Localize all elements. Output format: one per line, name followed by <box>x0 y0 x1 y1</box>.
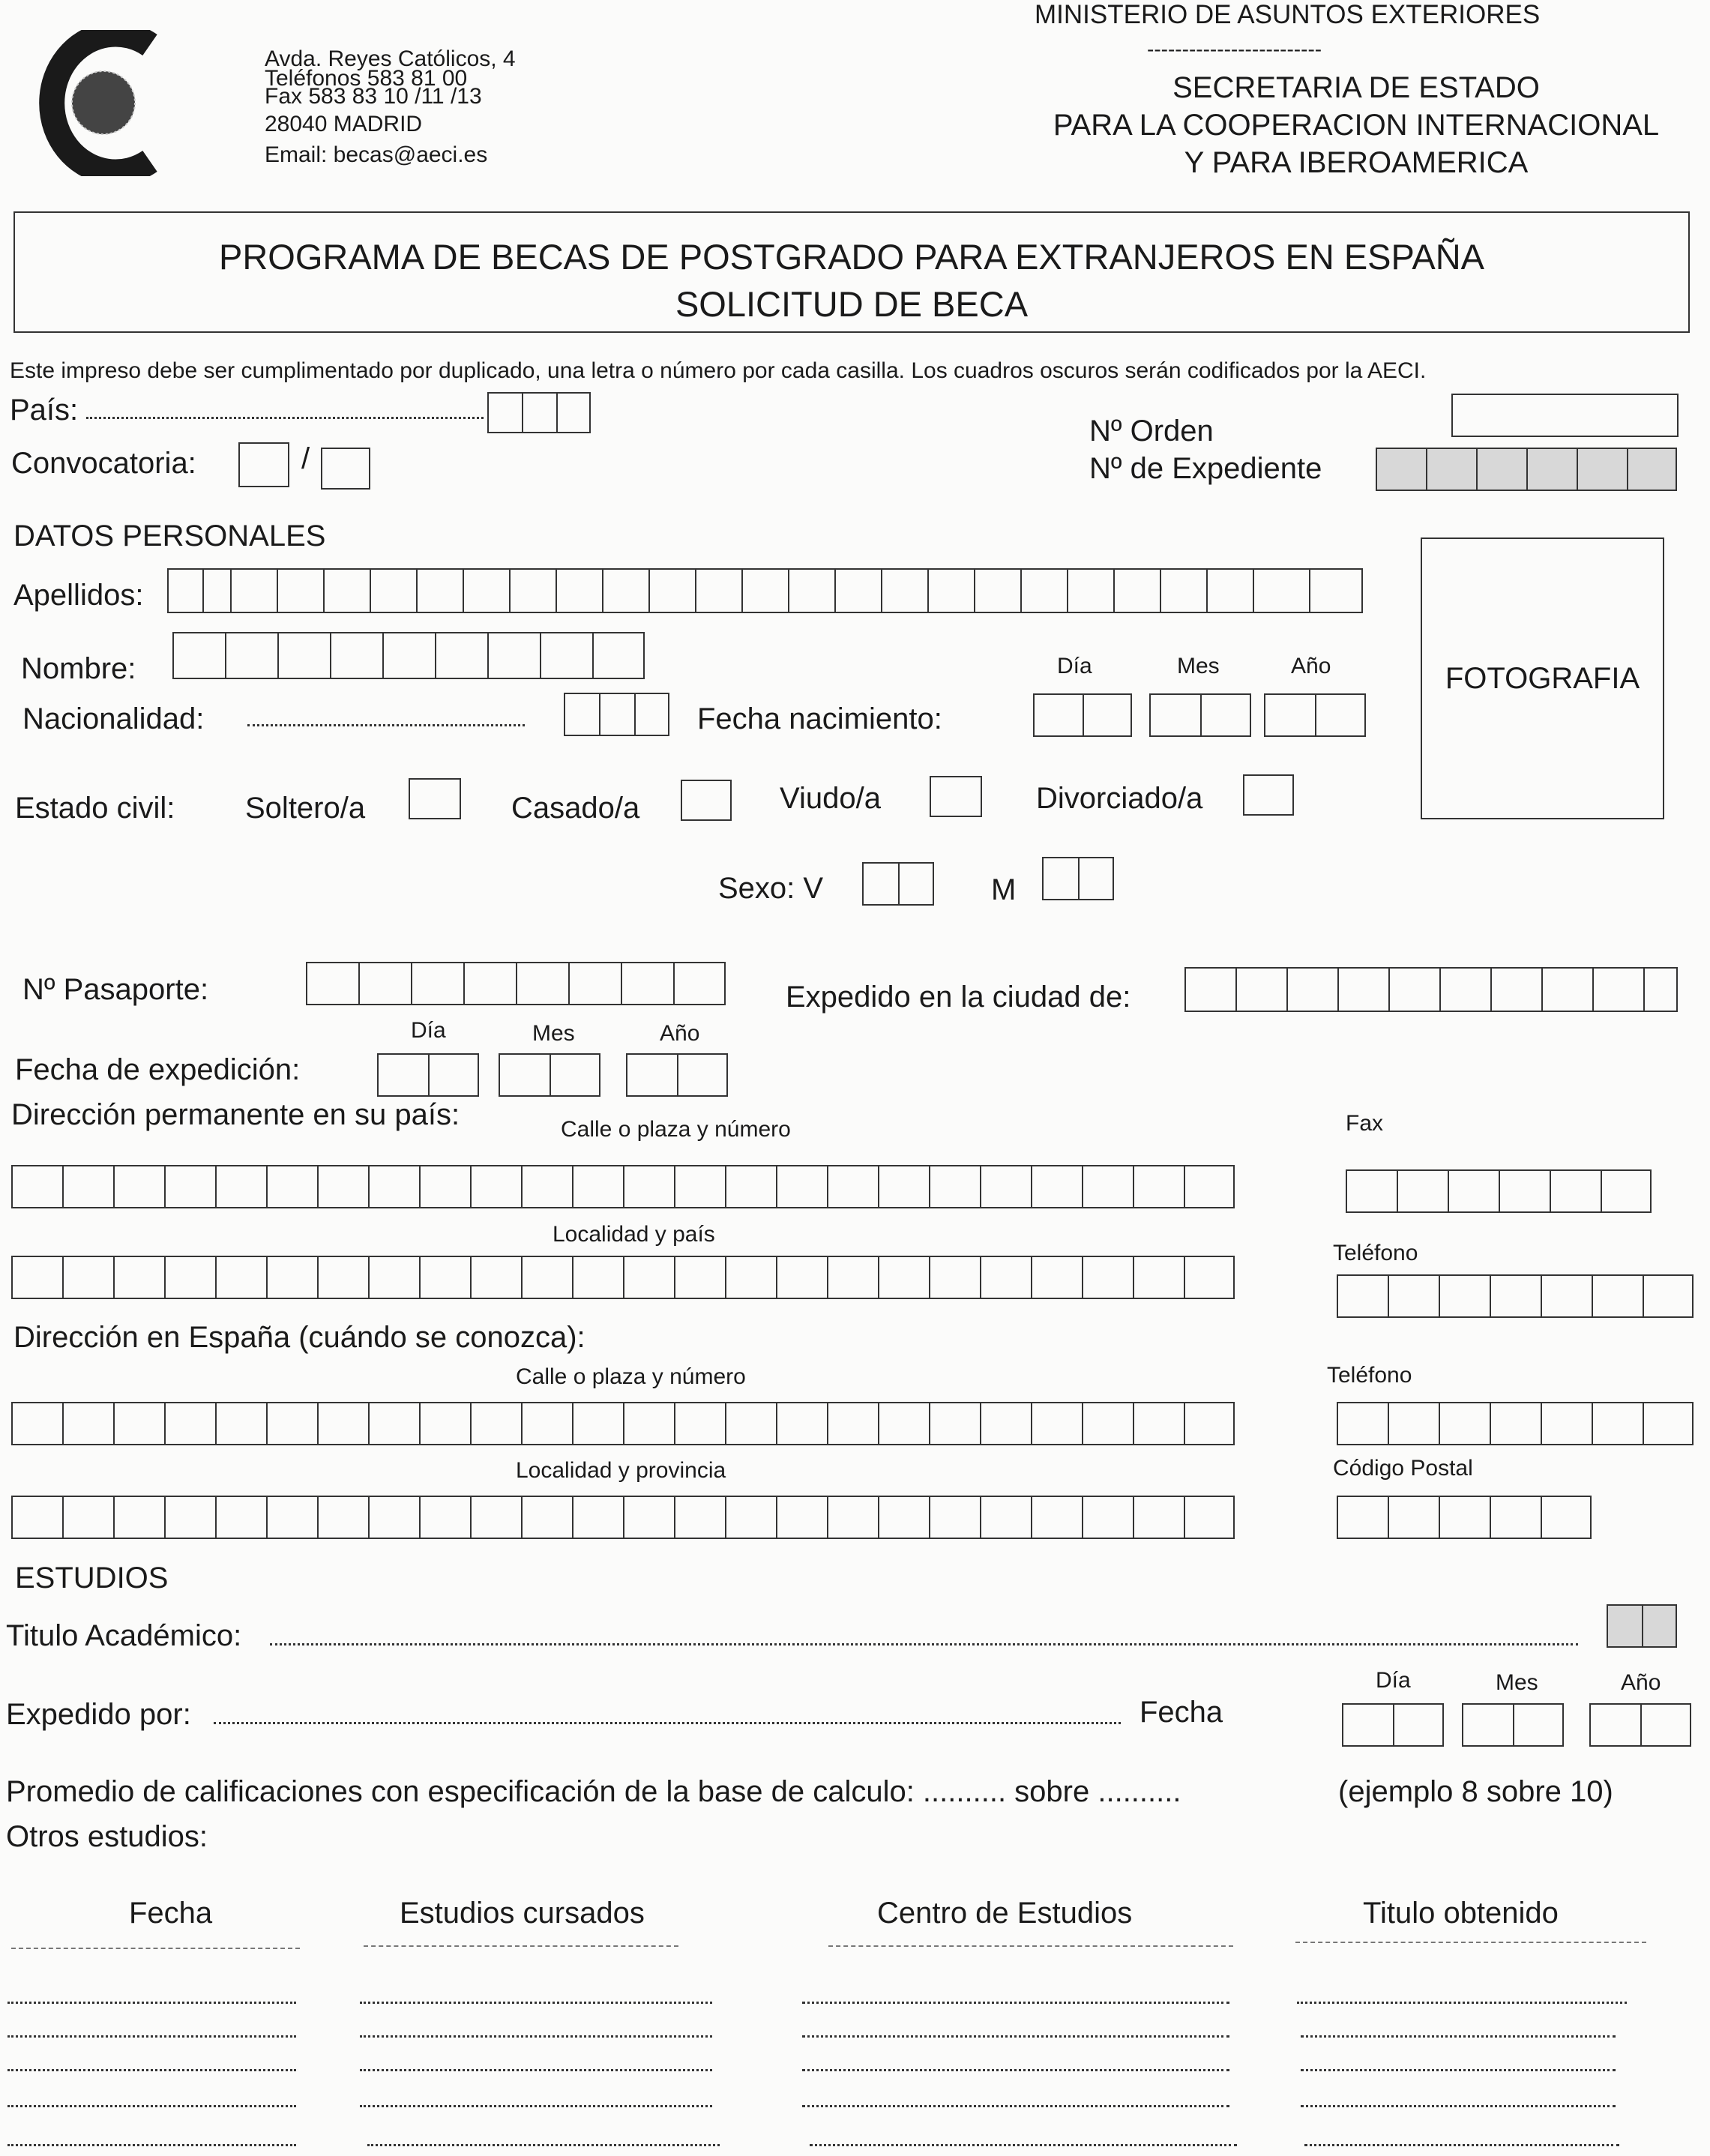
codigo-postal-boxes[interactable] <box>1337 1496 1592 1539</box>
address-block <box>265 48 516 166</box>
convocatoria-slash: / <box>301 442 310 475</box>
address-line: Avda. Reyes Católicos, 4 <box>265 46 516 71</box>
exp-ano-label: Año <box>660 1021 700 1046</box>
nombre-boxes[interactable] <box>172 632 645 679</box>
direccion-espana-label: Dirección en España (cuándo se conozca): <box>13 1321 585 1354</box>
telefono-boxes[interactable] <box>1337 1274 1694 1318</box>
calle-permanente-boxes[interactable] <box>11 1165 1235 1208</box>
expediente-label: Nº de Expediente <box>1089 452 1322 485</box>
exp-ano-boxes[interactable] <box>626 1053 728 1097</box>
apellidos-boxes[interactable] <box>167 568 1363 613</box>
localidad-espana-boxes[interactable] <box>11 1496 1235 1539</box>
titulo-code-boxes <box>1607 1604 1677 1648</box>
col-header-titulo: Titulo obtenido <box>1363 1897 1559 1930</box>
address-line: 28040 MADRID <box>265 112 423 136</box>
table-row-dotline[interactable] <box>802 2002 1229 2004</box>
sexo-v-boxes[interactable] <box>862 862 934 906</box>
address-line: Fax 583 83 10 /11 /13 <box>265 84 482 109</box>
secretaria-line: SECRETARIA DE ESTADO <box>1172 71 1540 104</box>
tit-ano-label: Año <box>1621 1670 1661 1695</box>
exp-mes-boxes[interactable] <box>499 1053 600 1097</box>
exp-dia-label: Día <box>411 1018 446 1043</box>
divorciado-checkbox[interactable] <box>1243 774 1294 816</box>
section-estudios: ESTUDIOS <box>15 1562 169 1595</box>
fecha-expedicion-label: Fecha de expedición: <box>15 1053 301 1086</box>
sexo-m-boxes[interactable] <box>1042 857 1114 900</box>
expedido-ciudad-label: Expedido en la ciudad de: <box>786 981 1131 1014</box>
fax-label: Fax <box>1346 1111 1384 1136</box>
calle-label: Calle o plaza y número <box>561 1117 791 1142</box>
pasaporte-boxes[interactable] <box>306 962 726 1005</box>
address-line: Teléfonos 583 81 00 <box>265 66 468 91</box>
nac-mes-label: Mes <box>1177 654 1220 678</box>
table-row-dotline[interactable] <box>367 2144 720 2146</box>
nombre-label: Nombre: <box>21 652 136 685</box>
aeci-logo <box>37 30 157 176</box>
col-header-centro: Centro de Estudios <box>877 1897 1133 1930</box>
calle2-label: Calle o plaza y número <box>516 1364 746 1389</box>
table-row-dotline[interactable] <box>360 2105 712 2107</box>
address-email: Email: becas@aeci.es <box>265 142 488 167</box>
codigo-postal-label: Código Postal <box>1333 1456 1473 1481</box>
telefono-label: Teléfono <box>1333 1241 1418 1265</box>
convocatoria-box-1[interactable] <box>238 442 289 487</box>
tit-dia-label: Día <box>1376 1668 1411 1693</box>
soltero-label: Soltero/a <box>245 792 366 825</box>
viudo-label: Viudo/a <box>780 782 881 815</box>
titulo-academico-dotline <box>270 1643 1578 1645</box>
col-separator <box>828 1945 1233 1947</box>
instructions-text: Este impreso debe ser cumplimentado por duplicado, una letra o número por cada casilla. Los cuadros oscuros serán codificados por la AECI. <box>10 358 1427 383</box>
nac-ano-label: Año <box>1291 654 1331 678</box>
promedio-ejemplo: (ejemplo 8 sobre 10) <box>1338 1775 1613 1808</box>
col-separator <box>1295 1942 1646 1943</box>
expedido-ciudad-boxes[interactable] <box>1184 967 1678 1012</box>
nac-ano-boxes[interactable] <box>1264 693 1366 737</box>
tit-ano-boxes[interactable] <box>1589 1703 1691 1747</box>
table-row-dotline[interactable] <box>7 2105 296 2107</box>
table-row-dotline[interactable] <box>1304 2144 1619 2146</box>
exp-dia-boxes[interactable] <box>377 1053 479 1097</box>
orden-label: Nº Orden <box>1089 415 1214 448</box>
telefono2-boxes[interactable] <box>1337 1402 1694 1445</box>
table-row-dotline[interactable] <box>1301 2105 1616 2107</box>
table-row-dotline[interactable] <box>1297 2002 1627 2004</box>
convocatoria-box-2[interactable] <box>321 448 370 490</box>
otros-estudios-label: Otros estudios: <box>6 1820 208 1853</box>
table-row-dotline[interactable] <box>810 2144 1237 2146</box>
table-row-dotline[interactable] <box>7 2069 296 2071</box>
localidad-provincia-label: Localidad y provincia <box>516 1458 726 1483</box>
table-row-dotline[interactable] <box>1301 2035 1616 2038</box>
casado-checkbox[interactable] <box>681 780 732 821</box>
table-row-dotline[interactable] <box>7 2035 296 2038</box>
form-subtitle: SOLICITUD DE BECA <box>675 284 1029 324</box>
col-separator <box>11 1948 300 1949</box>
photo-label: FOTOGRAFIA <box>1445 661 1640 695</box>
secretaria-block <box>1033 69 1679 181</box>
pais-code-boxes[interactable] <box>487 392 591 433</box>
table-row-dotline[interactable] <box>802 2069 1229 2071</box>
table-row-dotline[interactable] <box>802 2105 1229 2107</box>
nacionalidad-boxes[interactable] <box>564 693 669 736</box>
direccion-permanente-label: Dirección permanente en su país: <box>11 1098 460 1131</box>
convocatoria-label: Convocatoria: <box>11 447 196 480</box>
table-row-dotline[interactable] <box>360 2035 712 2038</box>
titulo-academico-label: Titulo Académico: <box>6 1619 242 1652</box>
tit-mes-label: Mes <box>1496 1670 1538 1695</box>
table-row-dotline[interactable] <box>802 2035 1229 2038</box>
tit-fecha-label: Fecha <box>1140 1696 1223 1729</box>
promedio-text: Promedio de calificaciones con especificación de la base de calculo: .......... sobre .......... <box>6 1775 1181 1808</box>
expediente-boxes <box>1376 448 1677 491</box>
telefono2-label: Teléfono <box>1327 1363 1412 1388</box>
localidad-pais-boxes[interactable] <box>11 1256 1235 1299</box>
pasaporte-label: Nº Pasaporte: <box>22 973 209 1006</box>
pais-dotline <box>86 417 484 419</box>
nac-dia-boxes[interactable] <box>1033 693 1132 737</box>
secretaria-line: PARA LA COOPERACION INTERNACIONAL <box>1053 109 1660 142</box>
table-row-dotline[interactable] <box>7 2144 296 2146</box>
expedido-por-dotline <box>214 1722 1121 1724</box>
casado-label: Casado/a <box>511 792 640 825</box>
divorciado-label: Divorciado/a <box>1036 782 1203 815</box>
ministry-rule: ------------------------- <box>1147 37 1322 61</box>
orden-input[interactable] <box>1451 394 1679 437</box>
col-header-estudios: Estudios cursados <box>400 1897 645 1930</box>
nacionalidad-dotline <box>247 724 525 726</box>
calle-espana-boxes[interactable] <box>11 1402 1235 1445</box>
nacionalidad-label: Nacionalidad: <box>22 702 205 735</box>
tit-dia-boxes[interactable] <box>1342 1703 1444 1747</box>
ministry-name: MINISTERIO DE ASUNTOS EXTERIORES <box>1035 0 1541 29</box>
expedido-por-label: Expedido por: <box>6 1698 191 1731</box>
apellidos-label: Apellidos: <box>13 579 144 612</box>
section-datos-personales: DATOS PERSONALES <box>13 520 326 552</box>
soltero-checkbox[interactable] <box>409 778 461 819</box>
col-separator <box>364 1945 678 1947</box>
estado-civil-label: Estado civil: <box>15 792 175 825</box>
secretaria-line: Y PARA IBEROAMERICA <box>1184 146 1529 179</box>
sexo-label: Sexo: V <box>718 872 824 905</box>
form-title: PROGRAMA DE BECAS DE POSTGRADO PARA EXTRANJEROS EN ESPAÑA <box>218 237 1485 277</box>
table-row-dotline[interactable] <box>360 2002 712 2004</box>
photo-box <box>1421 538 1664 819</box>
fax-boxes[interactable] <box>1346 1169 1652 1213</box>
viudo-checkbox[interactable] <box>930 776 982 817</box>
table-row-dotline[interactable] <box>1301 2069 1616 2071</box>
tit-mes-boxes[interactable] <box>1462 1703 1564 1747</box>
table-row-dotline[interactable] <box>7 2002 296 2004</box>
table-row-dotline[interactable] <box>360 2069 712 2071</box>
exp-mes-label: Mes <box>532 1021 575 1046</box>
pais-label: País: <box>10 394 79 427</box>
localidad-pais-label: Localidad y país <box>553 1222 715 1247</box>
fecha-nacimiento-label: Fecha nacimiento: <box>697 702 942 735</box>
nac-dia-label: Día <box>1057 654 1092 678</box>
nac-mes-boxes[interactable] <box>1149 693 1251 737</box>
sexo-m-label: M <box>991 873 1017 906</box>
col-header-fecha: Fecha <box>129 1897 213 1930</box>
